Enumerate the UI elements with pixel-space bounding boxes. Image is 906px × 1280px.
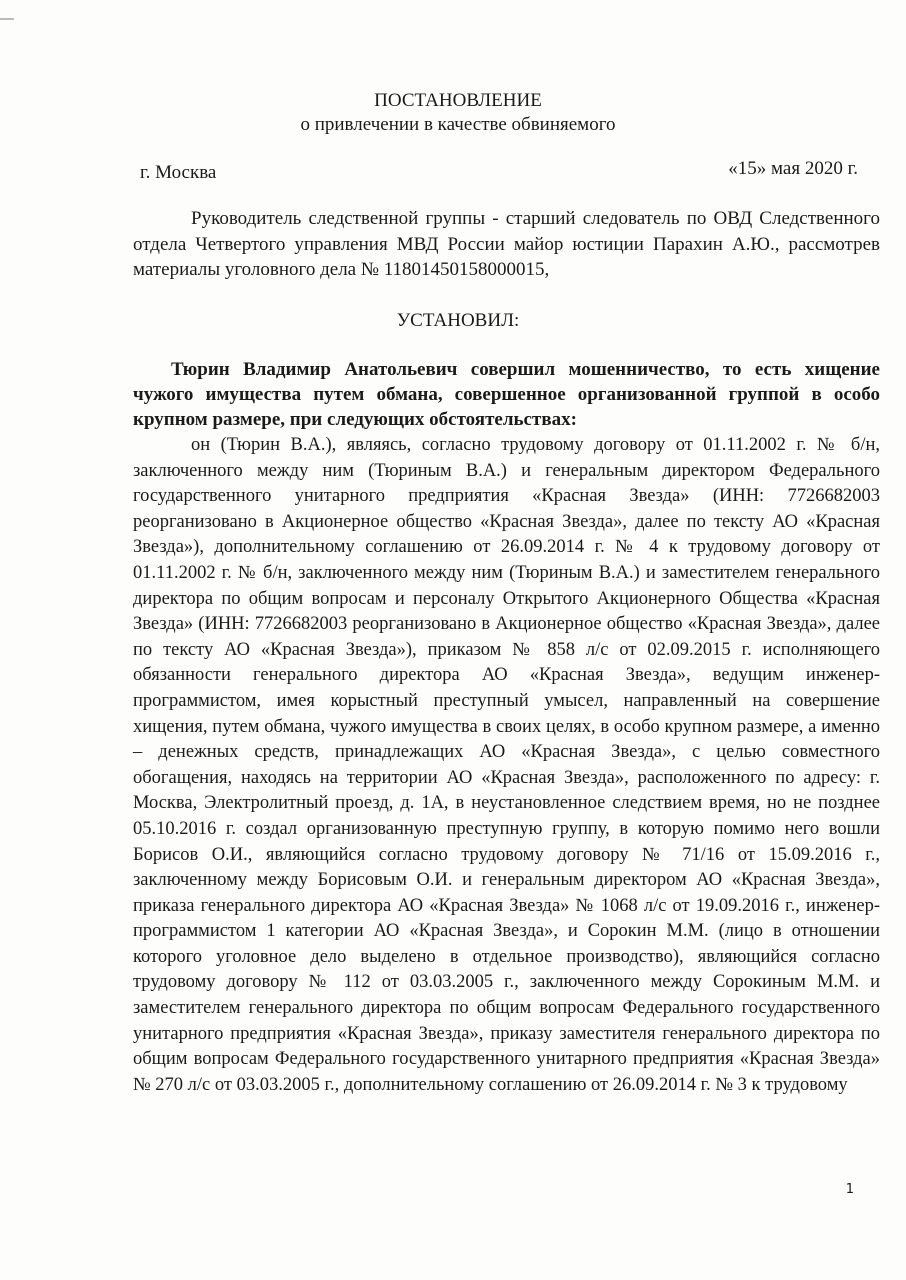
charge-summary: Тюрин Владимир Анатольевич совершил мошенничество, то есть хищение чужого имущества путем обмана, совершенное организованной группой в особо крупном размере, при следующих обстоятельствах:	[133, 359, 880, 430]
document-subtitle: о привлечении в качестве обвиняемого	[300, 114, 616, 135]
page-number: 1	[845, 1182, 854, 1197]
intro-paragraph: Руководитель следственной группы - старший следователь по ОВД Следственного отдела Четвертого управления МВД России майор юстиции Парахин А.Ю., рассмотрев материалы уголовного дела № 11801450158000015,	[133, 208, 880, 280]
scan-edge-mark	[0, 18, 14, 20]
document-city: г. Москва	[140, 162, 217, 183]
section-heading: УСТАНОВИЛ:	[396, 310, 520, 331]
document-title: ПОСТАНОВЛЕНИЕ	[374, 90, 542, 111]
document-date: «15» мая 2020 г.	[728, 158, 858, 179]
body-paragraph: он (Тюрин В.А.), являясь, согласно трудовому договору от 01.11.2002 г. № б/н, заключенного между ним (Тюриным В.А.) и генеральным директором Федерального государственного унитарного предприятия «Красная Звезда» (ИНН: 7726682003 реорганизовано в Акционерное общество «Красная Звезда», далее по тексту АО «Красная Звезда»), дополнительному соглашению от 26.09.2014 г. № 4 к трудовому договору от 01.11.2002 г. № б/н, заключенного между ним (Тюриным В.А.) и заместителем генерального директора по общим вопросам и персоналу Открытого Акционерного Общества «Красная Звезда» (ИНН: 7726682003 реорганизовано в Акционерное общество «Красная Звезда», далее по тексту АО «Красная Звезда»), приказом № 858 л/с от 02.09.2015 г. исполняющего обязанности генерального директора АО «Красная Звезда», ведущим инженер-программистом, имея корыстный преступный умысел, направленный на совершение хищения, путем обмана, чужого имущества в своих целях, в особо крупном размере, а именно – денежных средств, принадлежащих АО «Красная Звезда», с целью совместного обогащения, находясь на территории АО «Красная Звезда», расположенного по адресу: г. Москва, Электролитный проезд, д. 1А, в неустановленное следствием время, но не позднее 05.10.2016 г. создал организованную преступную группу, в которую помимо него вошли Борисов О.И., являющийся согласно трудовому договору № 71/16 от 15.09.2016 г., заключенному между Борисовым О.И. и генеральным директором АО «Красная Звезда», приказа генерального директора АО «Красная Звезда» № 1068 л/с от 19.09.2016 г., инженер-программистом 1 категории АО «Красная Звезда», и Сорокин М.М. (лицо в отношении которого уголовное дело выделено в отдельное производство), являющийся согласно трудовому договору № 112 от 03.03.2005 г., заключенного между Сорокиным М.М. и заместителем генерального директора по общим вопросам Федерального государственного унитарного предприятия «Красная Звезда», приказу заместителя генерального директора по общим вопросам Федерального государственного унитарного предприятия «Красная Звезда» № 270 л/с от 03.03.2005 г., дополнительному соглашению от 26.09.2014 г. № 3 к трудовому	[133, 435, 880, 1095]
